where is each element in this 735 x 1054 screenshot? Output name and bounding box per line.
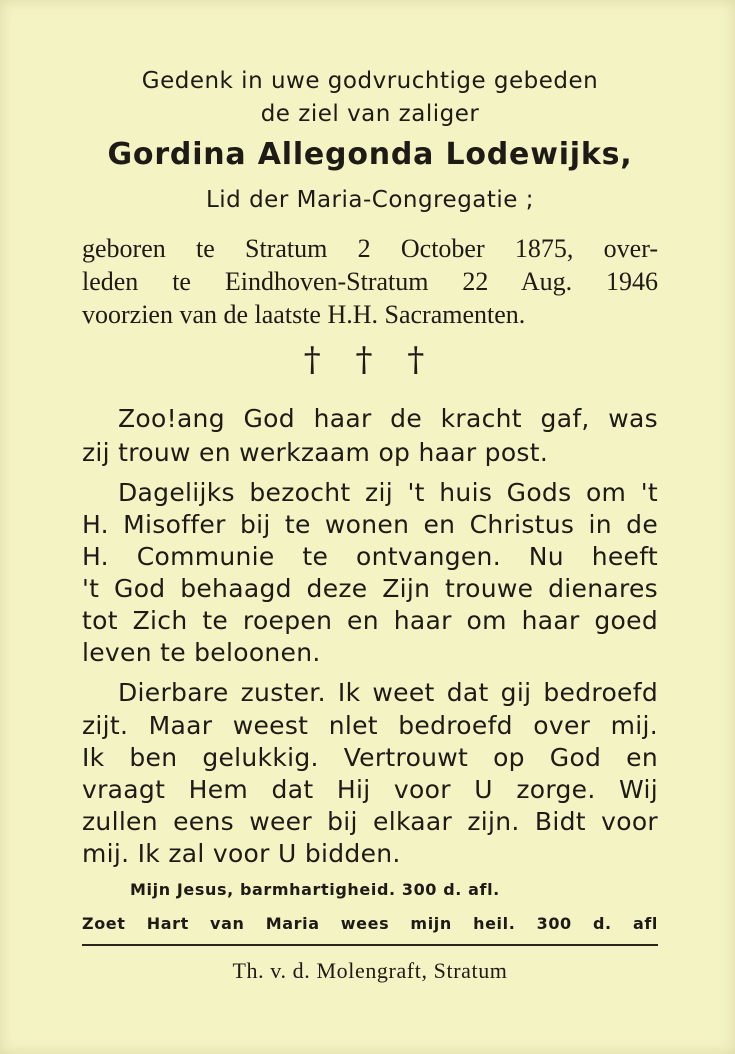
paragraph-3-line-1: Dierbare zuster. Ik weet dat gij bedroefd	[118, 678, 658, 707]
intro-line-2: de ziel van zaliger	[260, 101, 480, 127]
paragraph-2-line-1: Dagelijks bezocht zij 't huis Gods om 't	[118, 478, 658, 507]
divider-rule	[82, 944, 658, 946]
birth-death-line-3: voorzien van de laatste H.H. Sacramenten.	[82, 300, 526, 329]
birth-death-line-1: geboren te Stratum 2 October 1875, over-	[82, 234, 658, 263]
paragraph-2-line-4: 't God behaagd deze Zijn trouwe dienares	[82, 574, 658, 603]
deceased-name: Gordina Allegonda Lodewijks,	[107, 137, 633, 172]
paragraph-3-line-2: zijt. Maar weest nlet bedroefd over mij.	[82, 711, 658, 740]
paragraph-3-line-5: zullen eens weer bij elkaar zijn. Bidt voor	[82, 807, 658, 836]
crosses-ornament: † † †	[303, 340, 437, 380]
paragraph-3-line-3: Ik ben gelukkig. Vertrouwt op God en	[82, 743, 658, 772]
printer-credit: Th. v. d. Molengraft, Stratum	[232, 958, 508, 983]
paragraph-3-line-4: vraagt Hem dat Hij voor U zorge. Wij	[82, 775, 658, 804]
membership-line: Lid der Maria-Congregatie ;	[205, 187, 535, 213]
paragraph-3-line-6: mij. Ik zal voor U bidden.	[82, 839, 401, 868]
birth-death-line-2: leden te Eindhoven-Stratum 22 Aug. 1946	[82, 267, 658, 296]
paragraph-2-line-2: H. Misoffer bij te wonen en Christus in de	[82, 510, 658, 539]
paragraph-2-line-5: tot Zich te roepen en haar om haar goed	[82, 606, 658, 635]
prayer-line-1: Mijn Jesus, barmhartigheid. 300 d. afl.	[130, 880, 500, 899]
paragraph-1-line-1: Zoo!ang God haar de kracht gaf, was	[118, 404, 658, 433]
paragraph-2-line-3: H. Communie te ontvangen. Nu heeft	[82, 542, 658, 571]
prayer-line-2: Zoet Hart van Maria wees mijn heil. 300 d. afl	[82, 914, 658, 933]
paragraph-2-line-6: leven te beloonen.	[82, 638, 321, 667]
intro-line-1: Gedenk in uwe godvruchtige gebeden	[141, 68, 599, 94]
paragraph-1-line-2: zij trouw en werkzaam op haar post.	[82, 438, 549, 467]
